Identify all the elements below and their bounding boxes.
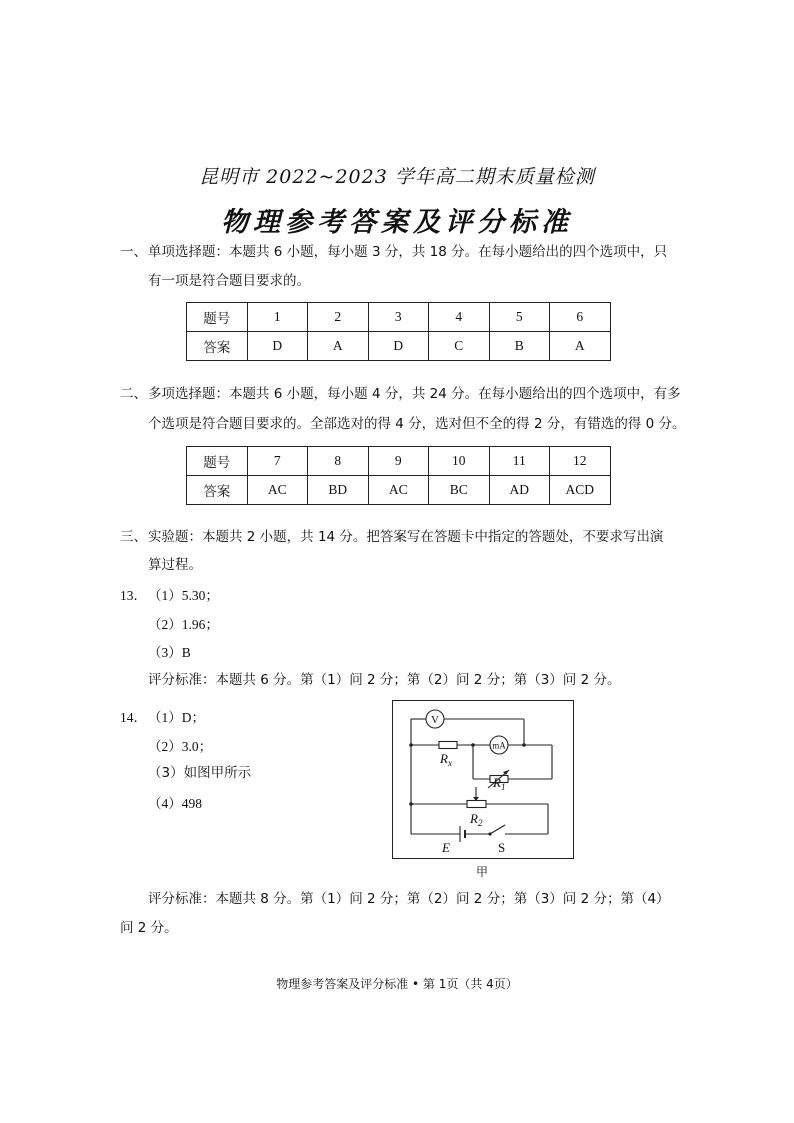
page-footer: 物理参考答案及评分标准 • 第 1页（共 4页）: [276, 977, 518, 991]
question-number: 8: [308, 447, 369, 476]
section2-label: 二、: [120, 386, 147, 402]
question-number: 4: [429, 303, 490, 332]
section1-line2: 有一项是符合题目要求的。: [148, 273, 310, 289]
document-title: 物理参考答案及评分标准: [221, 207, 573, 238]
q14-answer3: （3）如图甲所示: [148, 765, 252, 781]
section1-line1: 单项选择题：本题共 6 小题，每小题 3 分，共 18 分。在每小题给出的四个选项中，只: [148, 244, 668, 260]
question-number: 1: [247, 303, 308, 332]
answer-cell: AD: [489, 476, 550, 505]
question-number: 7: [247, 447, 308, 476]
q14-answer4: （4）498: [148, 796, 202, 811]
figure-caption: 甲: [476, 865, 489, 879]
row-header: 题号: [187, 303, 248, 332]
section1-answer-table: [186, 302, 611, 361]
row-header: 答案: [187, 332, 248, 361]
section1-label: 一、: [120, 244, 147, 260]
table-row: [187, 303, 611, 332]
rx-label: $R_x$: [440, 751, 452, 768]
answer-cell: D: [368, 332, 429, 361]
exam-title: 昆明市 2022~2023 学年高二期末质量检测: [199, 166, 595, 188]
row-header: 答案: [187, 476, 248, 505]
question-number: 11: [489, 447, 550, 476]
q14-answer1: （1）D；: [148, 710, 205, 725]
q14-answer2: （2）3.0；: [148, 739, 213, 754]
question-number: 9: [368, 447, 429, 476]
q13-answer2: （2）1.96；: [148, 617, 219, 632]
question-number: 5: [489, 303, 550, 332]
junction-dot: [409, 743, 413, 747]
question-number: 2: [308, 303, 369, 332]
q13-number: 13．: [120, 588, 147, 603]
answer-cell: ACD: [550, 476, 611, 505]
circuit-diagram: [392, 700, 574, 860]
question-number: 6: [550, 303, 611, 332]
answer-cell: D: [247, 332, 308, 361]
switch-lever: [490, 825, 505, 834]
junction-dot: [471, 743, 475, 747]
circuit-wires: [411, 719, 552, 834]
section3-label: 三、: [120, 529, 147, 545]
section3-line1: 实验题：本题共 2 小题，共 14 分。把答案写在答题卡中指定的答题处，不要求写出演: [148, 529, 664, 545]
section2-line2: 个选项是符合题目要求的。全部选对的得 4 分，选对但不全的得 2 分，有错选的得 0 分。: [148, 416, 686, 432]
section2-answer-table: [186, 446, 611, 505]
question-number: 10: [429, 447, 490, 476]
voltmeter-label: V: [431, 714, 439, 726]
answer-cell: BD: [308, 476, 369, 505]
answer-cell: B: [489, 332, 550, 361]
q13-answer3: （3）B: [148, 645, 191, 660]
battery-label: E: [442, 840, 450, 855]
answer-cell: A: [308, 332, 369, 361]
answer-cell: A: [550, 332, 611, 361]
r2-label: $R_2$: [470, 811, 483, 828]
answer-cell: AC: [368, 476, 429, 505]
answer-cell: AC: [247, 476, 308, 505]
answer-cell: BC: [429, 476, 490, 505]
answer-cell: C: [429, 332, 490, 361]
q13-answer1: （1）5.30；: [148, 588, 219, 603]
junction-dot: [409, 802, 413, 806]
q14-scoring-line1: 评分标准：本题共 8 分。第（1）问 2 分；第（2）问 2 分；第（3）问 2 分；第（4）: [148, 891, 670, 907]
table-row: [187, 332, 611, 361]
ammeter-label: mA: [492, 740, 506, 751]
row-header: 题号: [187, 447, 248, 476]
q14-scoring-line2: 问 2 分。: [120, 920, 178, 936]
question-number: 12: [550, 447, 611, 476]
rheostat-r2: [467, 801, 486, 808]
q14-number: 14．: [120, 710, 147, 725]
question-number: 3: [368, 303, 429, 332]
switch-label: S: [498, 840, 506, 855]
section2-line1: 多项选择题：本题共 6 小题，每小题 4 分，共 24 分。在每小题给出的四个选项中，有多: [148, 386, 681, 402]
table-row: [187, 447, 611, 476]
r1-label: $R_1$: [493, 775, 506, 792]
q13-scoring: 评分标准：本题共 6 分。第（1）问 2 分；第（2）问 2 分；第（3）问 2 分。: [148, 672, 621, 688]
section3-line2: 算过程。: [148, 557, 202, 573]
junction-dot: [522, 743, 526, 747]
resistor-rx: [439, 742, 457, 749]
table-row: [187, 476, 611, 505]
